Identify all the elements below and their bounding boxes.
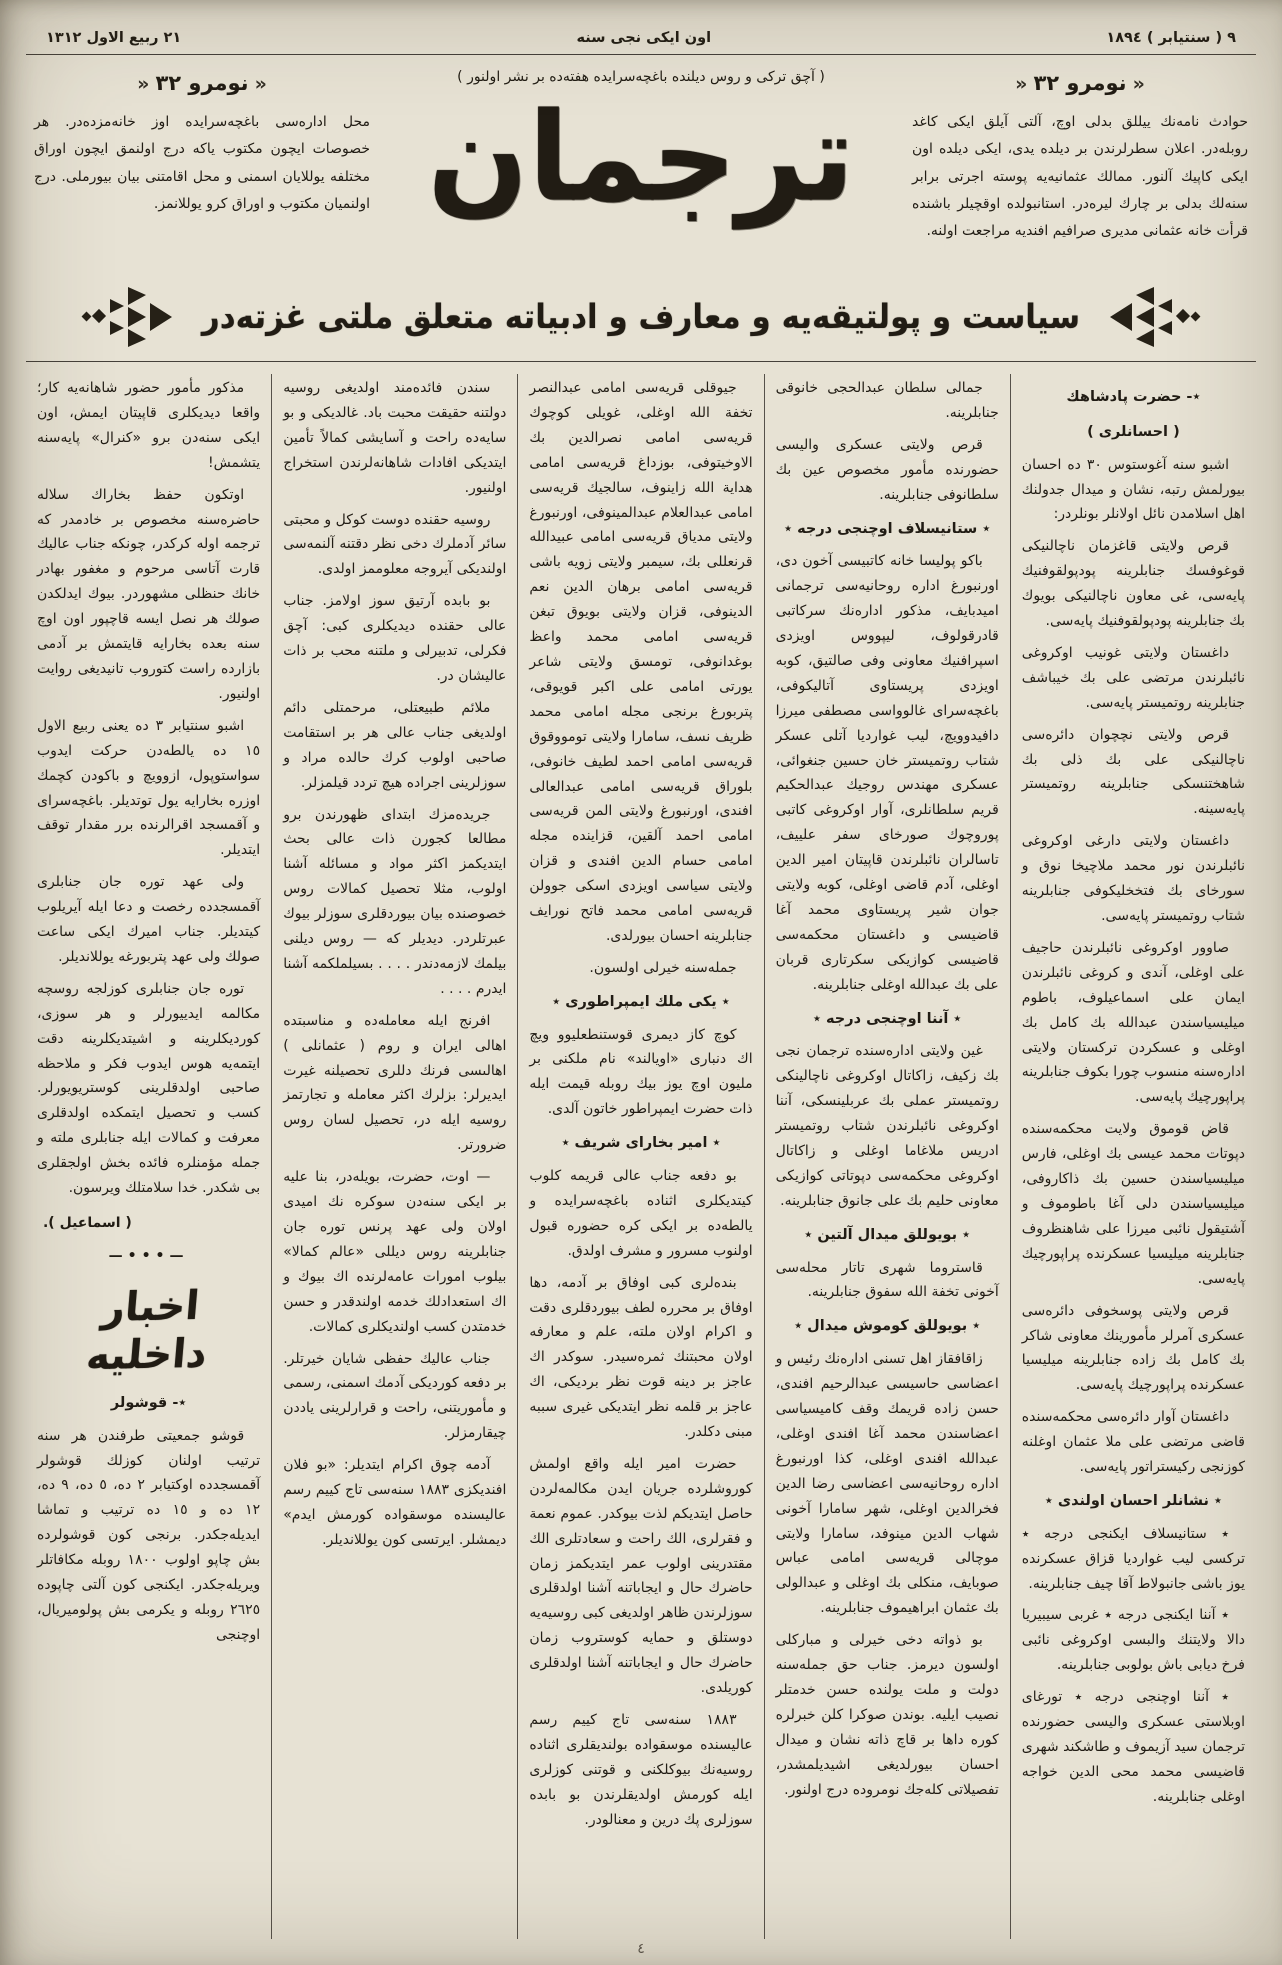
paragraph: جريده‌مزك ابتداى ظهورندن برو مطالعا كجورن ذات عالى بحث ايتديكمز اكثر مواد و مسائله آشنا اولوب، مثلا تحصيل كمالات روس خصوصنده بيان بيوردقلرى سوزلر بيوك عبرتلردر. ديديلر كه — روس ديلنى بيلمك لازمه‌دندر . . . . بسيلملكمه آشنا ايدرم . . . . — [283, 806, 507, 997]
paragraph: جمله‌سنه خيرلى اولسون. — [589, 959, 737, 976]
paragraph: داغستان آوار دائره‌سى محكمه‌سنده قاضى مرتضى على ملا عثمان اوغلنه كوزنجى ركيستراتور پايه‌سى. — [1021, 1409, 1245, 1476]
paragraph: ٭ بويوللق ميدال آلتين ٭ — [804, 1226, 970, 1243]
paragraph: باكو پوليسا خانه كاتبيسى آخون دى، اورنبورغ اداره روحانيه‌سى ترجمانى اميدبايف، مذكور اداره‌نك سركاتبى قادرقولوف، ليپووس اويزدى اسپرافنيك معاونى وفى صالتيق، كوبه اويزدى پريستاوى آتاليكوفى، باغچه‌سراى غالوواسى مصطفى ميرزا دافيدوويچ، ليب غوارديا آتلى عسكر شتاب روتميستر خان حسين جنغوائى، عسكرى مهندس روجيك عبدالحكيم قريم سلطانلرى، آوار اوكروغى كاتبى پوروچوك صورخاى سفر علييف، تاسالران نائبلرندن قاپيتان امير الدين اوغلى، آدم قاضى اوغلى، كوبه ولايتى جوان شير پريستاوى محمد آغا قاضيسى و داغستان محكمه‌سى قاضيسى كوازيكى سكرتارى قربان على بك عبدالله اوغلى جنابلرينه. — [775, 553, 999, 993]
paragraph: قرص ولايتى قاغزمان ناچالنيكى قوغوفسك جنابلرينه پودپولقوفنيك پايه‌سى، غى معاون ناچالنيكى بويوك بك جنابلرينه پودپولقوفنيك پايه‌سى. — [1021, 538, 1245, 630]
paragraph: حضرت امير ايله واقع اولمش كوروشلرده جريان ايدن مكالمه‌لردن حاصل ايتديكم لذت بيوكدر. عموم نعمة و فقرلرى، الك راحت و سعادتلرى الك مقتدرينى اولوب عمر ايتديكمز زمان حاضرك حال و ايجاباتنه آشنا اولدقلرى سوزلرندن ظاهر اولديغى كبى روسيه‌يه دوستلق و حمايه كوستروب زمان حاضرك حال و ايجاباتنه آشنا اولدقلرى كوريلدى. — [529, 1455, 753, 1697]
paragraph: ٭- حضرت پادشاهك — [1066, 389, 1201, 405]
paragraph: زاقافقاز اهل تسنى اداره‌نك رئيس و اعضاسى حاسيسى عبدالرحيم افندى، حسن زاده قريمك وقف كاميسياسى اعضاسندن محمد آغا افندى اوغلى، عبدالله افندى اوغلى، كذا اورنبورغ اداره روحانيه‌سى اعضاسى رضا الدين فخرالدين اوغلى، شهر سامارا آخونى شهاب الدين مينوفد، سامارا ولايتى موچالى قريه‌سى امامى عباس صوبايف، منكلى بك اوغلى و عبدالولى بك عثمان ابراهيموف جنابلرينه. — [775, 1351, 999, 1617]
paragraph: داغستان ولايتى دارغى اوكروغى نائبلرندن نور محمد ملاچيخا نوق و سورخاى بك فتخخليكوفى جنابلرينه شتاب روتميستر پايه‌سى. — [1021, 833, 1245, 924]
body-columns — [0, 362, 1282, 1949]
paragraph: ٭ ستانيسلاف اوچنجى درجه ٭ — [784, 520, 991, 537]
paragraph: اوتكون حفظ بخاراك سلاله حاضره‌سنه مخصوص بر خادمدر كه ترجمه اوله كركدر، چونكه جناب عاليك قارت آتاسى مرحوم و مغفور بهادر خانك حنظلى مشهوردر. بيوك ايدلكدن صولك هر نصل ايسه قاچپور اون اوچ سنه بعده بخارايه قايتمش بر آدمى بازارده راست كتوروب تانيديغى روايت اولنيور. — [36, 486, 261, 702]
paragraph: بو بابده آرتيق سوز اولامز. جناب عالى حقنده ديديكلرى كبى: آچق فكرلى، تدبيرلى و ملتنه محب بر ذات عاليشان در. — [283, 593, 507, 684]
paragraph: اشبو سنه آغوستوس ٣٠ ده احسان بيورلمش رتبه، نشان و ميدال جدولنك اهل اسلامدن نائل اولانلر بونلردر: — [1021, 456, 1245, 523]
paragraph: ولى عهد توره جان جنابلرى آقمسجدده رخصت و دعا ايله آيريلوب كيتديلر. جناب اميرك ايكى ساعت صولك ولى عهد پتربورغه يوللانديلر. — [36, 874, 261, 965]
paragraph: ٭ آننا اوچنجى درجه ٭ — [813, 1010, 962, 1027]
admin-note: محل اداره‌سى باغچه‌سرايده اوز خانه‌مزده‌در. هر خصوصات ايچون مكتوب ياكه درج اولنمق ايچون اوراق مختلفه يوللايان اسمنى و محل اقامتنى بيان بيورملى. درج اولنميان مكتوب و اوراق كرو يوللانمز. — [34, 114, 370, 212]
paragraph: داغستان ولايتى غونيب اوكروغى نائبلرندن مرتضى على بك خيباشف جنابلرينه روتميستر پايه‌سى. — [1021, 644, 1245, 711]
body-column-1 — [1011, 374, 1256, 1939]
paragraph: قاض قوموق ولايت محكمه‌سنده دپوتات محمد عيسى بك اوغلى، فارس ميليسياسندن حسين بك ذاكاروفى، ميليسياسندن دلى آغا باطوموف و آشتيقول نائبى ميرزا على شاهنظروف جنابلرينه ميليسيا عسكرنده پراپورچيك پايه‌سى. — [1021, 1121, 1245, 1287]
paragraph: جناب عاليك حفظى شايان خيرتلر. بر دفعه كورديكى آدمك اسمنى، رسمى و مأموريتنى، راحت و قرارلرينى ياددن چيقارمزلر. — [283, 1350, 507, 1442]
newspaper-title: ترجمان — [427, 85, 855, 229]
masthead-center — [370, 67, 912, 229]
paragraph: قاستروما شهرى تاتار محله‌سى آخونى تخفة الله سفوق جنابلرينه. — [775, 1259, 999, 1301]
footer-mark: ٤ — [637, 1941, 645, 1957]
paragraph: اخبار داخليه — [84, 1282, 209, 1380]
masthead — [0, 55, 1282, 279]
paragraph: قرص ولايتى عسكرى واليسى حضورنده مأمور مخصوص عين بك سلطانوفى جنابلرينه. — [775, 436, 999, 503]
banner-title: سياست و پولتيقه‌يه و معارف و ادبياته متعلق ملتى غزته‌در — [201, 297, 1081, 337]
paragraph: بو دفعه جناب عالى قريمه كلوب كيتديكلرى اثناده باغچه‌سرايده و يالطه‌ده بر ايكى كره حضوره قبول اولنوب مسرور و مشرف اولدق. — [529, 1167, 753, 1259]
numero-ornament: « — [1015, 73, 1028, 95]
paragraph: جمالى سلطان عبدالحجى خانوقى جنابلرينه. — [775, 380, 999, 421]
paragraph: آدمه چوق اكرام ايتديلر: «بو فلان افنديكزى ١٨٨٣ سنه‌سى تاج كييم رسم عاليسنده موسقواده كورمش ايدم» ديمشلر. ايرتسى كون يوللانديلر. — [283, 1457, 507, 1548]
numero-ornament: « — [254, 73, 267, 95]
paragraph: بو ذواته دخى خيرلى و مباركلى اولسون ديرمز. جناب حق جمله‌سنه دولت و ملت يولنده حسن خدمتلر نصيب ايليه. بوندن صوكرا كلن خبرلره كوره داها بر قاچ ذاته نشان و ميدال احسان بيورلديغى اشيديلمشدر، تفصيلاتى كله‌جك نومروده درج اولنور. — [775, 1632, 999, 1798]
numero-left: «نومرو ٣٢« — [34, 71, 370, 95]
paragraph: بنده‌لرى كبى اوفاق بر آدمه، دها اوفاق بر محرره لطف بيوردقلرى دقت و اكرام اولان ملته، علم و معارفه اولان محبتنك ثمره‌سيدر. سوكدر اك عاجز بر دينه قوت نظر برديكى، اك عاجز بر قلمه نظر ايتديكى غيرى سببه مبنى دكلدر. — [529, 1274, 753, 1441]
subscription-box — [912, 67, 1248, 259]
paragraph: سندن فائده‌مند اولديغى روسيه دولتنه حقيقت محبت باد. غالديكى و بو سايه‌ده راحت و آسايشى كمالاً تأمين ايتديكى افادات شاهانه‌لرندن استخراج اولنيور. — [283, 380, 507, 496]
paragraph: مذكور مأمور حضور شاهانه‌يه كار؛ واقعا ديديكلرى قاپيتان ايمش، اون ايكى سنه‌دن برو «كنرال» پايه‌سنه يتشمش! — [36, 380, 261, 471]
paragraph: افرنج ايله معامله‌ده و مناسبتده اهالى ايران و روم ( عثمانلى ) اهالىسى فرنك دللرى تحصيلنه غيرت ايديرلر: بزلرك اكثر معامله و تجارتمز روسيه ايله در، تحصيل لسان روس ضرورتر. — [283, 1012, 507, 1154]
paragraph: ( احسانلرى ) — [1087, 423, 1180, 440]
paragraph: ٭ امير بخاراى شريف ٭ — [561, 1135, 721, 1152]
paragraph: قرص ولايتى پوسخوفى دائره‌سى عسكرى آمرلر مأمورينك معاونى شاكر بك كامل بك زاده جنابلرينه ميليسيا عسكرنده پراپورچيك پايه‌سى. — [1021, 1302, 1245, 1394]
paragraph: ٭ آننا اوچنجى درجه ٭ تورغاى اوبلاستى عسكرى واليسى حضورنده ترجمان سيد آزيموف و طاشكند شهرى قاضيسى محمد محى الدين خواجه اوغلى جنابلرينه. — [1021, 1689, 1245, 1805]
paragraph: اشبو سنتيابر ٣ ده يعنى ربيع الاول ١٥ ده يالطه‌دن حركت ايدوب سواستوپول، ازوويچ و باكودن كچمك اوزره بخارايه يول توتديلر. باغچه‌سراى و آقمسجد اقرالرنده برر مقدار توقف ايتديلر. — [36, 717, 261, 859]
paragraph: ٭ يكى ملك ايمپراطورى ٭ — [552, 993, 730, 1010]
paragraph: غين ولايتى اداره‌سنده ترجمان نجى بك زكيف، زاكاتال اوكروغى ناچالينكى روتميستر عملى بك عربلينسكى، آننا اوكروغى نائبلرندن شتاب روتميستر ادريس ملاغاما اوغلى و زاكاتال اوكروغى محكمه‌سى دپوتاتى كوازيكى معاونى حليم بك على جانوق جنابلرينه. — [775, 1043, 999, 1209]
banner-row — [0, 279, 1282, 361]
body-column-5 — [26, 374, 272, 1939]
body-column-3 — [518, 374, 764, 1939]
paragraph: ٭ ستانيسلاف ايكنجى درجه ٭ تركسى ليب غوارديا قزاق عسكرنده يوز باشى جانبولاط آقا چيف جنابلرينه. — [1021, 1525, 1245, 1592]
paragraph: ٭ نشانلر احسان اولندى ٭ — [1044, 1492, 1222, 1509]
paragraph: توره جان جنابلرى كوزلجه روسچه مكالمه ايدييورلر و هر سوزى، كورديكلرينه و اشيتديكلرينه دقت ايتمه‌يه هوس ايدوب فكر و ملاحظه صاحبى اولدقلرينى كوستريويورلر. كسب و تحصيل ايتمكده اولدقلرى معرفت و كمالات ايله جنابلرى ملته و جمله مؤمنلره فائده بخش اولجقلرى بى شكدر. خدا سلامتلك ويرسون. — [36, 980, 261, 1197]
numero-ornament: « — [137, 73, 150, 95]
paragraph: ( اسماعيل ). — [42, 1215, 132, 1231]
paragraph: —•••— — [108, 1247, 189, 1264]
paragraph: ٭ بويوللق كوموش ميدال ٭ — [794, 1318, 981, 1335]
triangle-ornament-right — [1106, 287, 1202, 347]
paragraph: قرص ولايتى نچچوان دائره‌سى ناچالنيكى على بك ذلى بك شاهختنسكى جنابلرينه روتميستر پايه‌سينه. — [1021, 726, 1245, 818]
admin-box — [34, 67, 370, 232]
paragraph: صاوور اوكروغى نائبلرندن حاجيف على اوغلى، آندى و كروغى نائبلرندن ايمان على اسماعيلوف، باطوم ميليسياسندن عبدالله بك كامل بك اوغلى و عسكردن تركستان ولايتى اداره‌سنه منسوب چورا بكوف جنابلرينه پراپورچيك پايه‌سى. — [1021, 939, 1245, 1106]
date-hijri: ٢١ ربيع الاول ١٣١٢ — [46, 30, 182, 46]
paragraph: ٭- قوشولر — [110, 1394, 187, 1411]
paragraph: قوشو جمعيتى طرفندن هر سنه ترتيب اولنان كوزلك قوشولر آقمسجدده اوكتيابر ٢ ده، ٥ ده، ٩ ده، ١٢ ده و ١٥ ده ترتيب و تماشا ايديله‌جكدر. برنجى كون قوشولرده بش چاپو اولوب ١٨٠٠ روبله مكافاتلر ويريله‌جكدر. ايكنجى كون آلتى چاپوده ٢٦٢٥ روبله و يكرمى بش پولوميريال، اوچنجى — [36, 1427, 261, 1643]
paragraph: ٭ آننا ايكنجى درجه ٭ غربى سيبيريا دالا ولايتنك والبسى اوكروغى نائبى فرخ ديابى باش بولوبى جنابلرينه. — [1021, 1607, 1245, 1674]
date-gregorian: ٩ ( سنتيابر ) ١٨٩٤ — [1106, 30, 1236, 46]
body-column-2 — [765, 374, 1011, 1939]
paragraph: جيوقلى قريه‌سى امامى عبدالنصر تخفة الله اوغلى، غويلى كوچوك قريه‌سى امامى نصرالدين بك الاوخيتوفى، بوزداغ قريه‌سى امامى هداية الله زاينوف، سالجيك قريه‌سى امامى عبدالعلام عبدالمينوفى، اورنبورغ ولايتى مدياق قريه‌سى امامى عبيدالله قرنعللى بك، سيمبر ولايتى زويه باشى قريه‌سى امامى برهان الدين نعم الدينوفى، قزان ولايتى بويوق تبغن قريه‌سى امامى محمد واعظ بوغدانوفى، تومسق ولايتى شاعر يورتى امامى على اكبر قويوقى، پتربورغ برنجى مجله امامى محمد ظريف نسف، سامارا ولايتى تومووقوق قريه‌سى امامى احمد لطيف خانوفى، بلوراق قريه‌سى امامى عبدالعالى افندى، اورنبورغ ولايتى المن قريه‌سى امامى احمد آلقين، قزاينده مجله امامى حسام الدين افندى و قزان ولايتى سياسى اويزدى اسكى جوولن قريه‌سى امامى محمد فاتح نورايف جنابلرينه احسان بيورلدى. — [529, 380, 753, 944]
paragraph: ملائم طبيعتلى، مرحمتلى دائم اولديغى جناب عالى هر بر استقامت صاحبى اولوب كرك حالده مراد و سوزلرينى اجراده هيچ تردد قيلمزلر. — [283, 699, 507, 791]
subscription-note: حوادث نامه‌نك ييللق بدلى اوچ، آلتى آيلق ايكى كاغد روبله‌در. اعلان سطرلرندن بر ديلده يدى، ايكى ديلده اون ايكى كاپيك آلنور. ممالك عثمانيه‌يه پوسته اجرتى برابر سنه‌لك بدلى بر چارك ليره‌در. استانبولده اوقچيلر باشنده قرأت خانه عثمانى مديرى صرافيم افنديه مراجعت اولنه. — [912, 114, 1248, 240]
year-label: اون ايكى نجى سنه — [576, 30, 712, 46]
numero-right: «نومرو ٣٢« — [912, 71, 1248, 95]
paragraph: ١٨٨٣ سنه‌سى تاج كييم رسم عاليسنده موسقواده بولنديقلرى اثناده روسيه‌نك بيوكلكنى و قوتنى كوزلرى ايله كورمش اولديقلرندن بو بابده سوزلرى پك درين و معنالودر. — [529, 1712, 753, 1828]
paragraph: — اوت، حضرت، بويله‌در، بنا عليه بر ايكى سنه‌دن سوكره نك اميدى اولان ولى عهد پرنس توره جان جنابلرينه روس ديللى «عالم كمالا» بيلوب امورات عامه‌لرنده اك بيوك و اك استعدادلك خدمه اولندقدر و حسن خدمتدن كسب اولنديكلرى كمالات. — [283, 1169, 507, 1335]
weekly-note: ( آچق تركى و روس ديلنده باغچه‌سرايده هفته‌ده بر نشر اولنور ) — [457, 69, 825, 85]
body-column-4 — [272, 374, 518, 1939]
numero-ornament: « — [1132, 73, 1145, 95]
paragraph: روسيه حقنده دوست كوكل و محبتى سائر آدملرك دخى نظر دقتنه آلنمه‌سى اولنديكى آيروجه معلوممز اولدى. — [283, 511, 507, 578]
triangle-ornament-left — [80, 287, 176, 347]
paragraph: كوچ كاز ديمرى قوستنطعليوو ويچ اك دنبارى «اويالند» نام ملكنى بر مليون اوچ يوز بيك روبله قيمت ايله ذات حضرت ايمپراطور خاتون آلدى. — [529, 1026, 753, 1118]
topbar — [0, 0, 1282, 54]
